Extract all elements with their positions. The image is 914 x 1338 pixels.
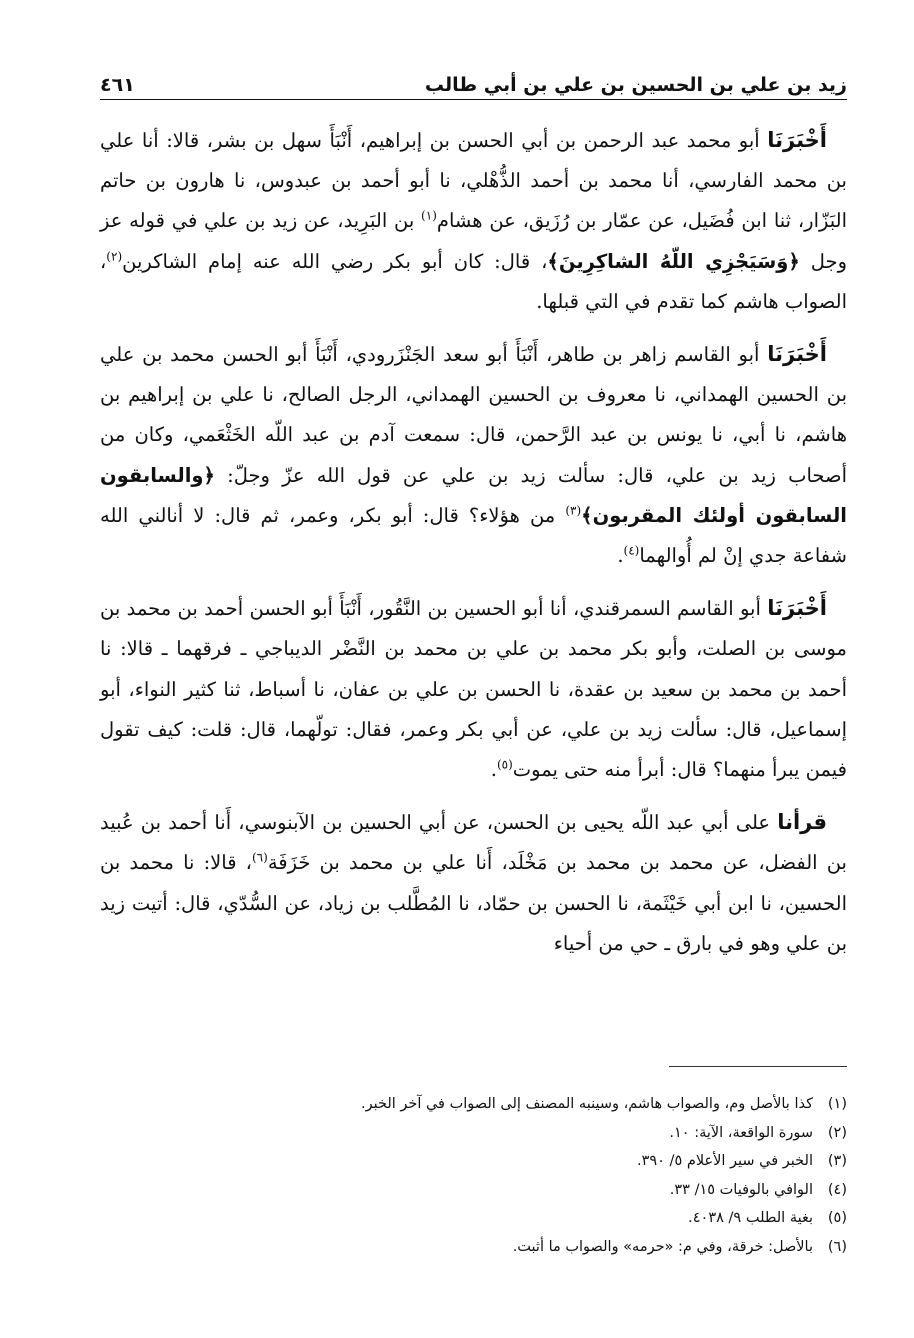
running-head (100, 62, 847, 96)
footnote-text: بغية الطلب ٩/ ٤٠٣٨. (688, 1210, 813, 1226)
footnote-number: (٣) (827, 1153, 847, 1169)
paragraph-text: على أبي عبد اللّه يحيى بن الحسن، عن أبي الحسين بن الآبنوسي، أَنا أحمد بن عُبيد بن الفضل، عن محمد بن محمد بن مَخْلَد، أَنا علي بن محمد بن خَزَفَة (100, 811, 847, 875)
footnote-ref-5[interactable]: (٥) (496, 757, 513, 772)
paragraph-lead: أَخْبَرَنَا (767, 596, 827, 621)
footnote-number: (٥) (827, 1210, 847, 1226)
footnote-item (100, 1176, 847, 1205)
paragraph-lead: أَخْبَرَنَا (767, 128, 827, 152)
paragraph-text: أبو القاسم السمرقندي، أنا أبو الحسين بن النَّقُور، أَنْبَأَ أبو الحسن أحمد بن محمد بن موسى بن الصلت، وأبو بكر محمد بن علي بن محمد بن النَّضْر الديباجي ـ فرقهما ـ قالا: نا أحمد بن محمد بن سعيد بن عقدة، نا الحسن بن علي بن عفان، نا أسباط، ثنا كثير النواء، أبو إسماعيل، قال: سألت زيد بن علي، عن أبي بكر وعمر، فقال: تولّهما، قال: قلت: كيف تقول فيمن يبرأ منهما؟ قال: أبرأ منه حتى يموت (100, 597, 847, 782)
footnote-item (100, 1090, 847, 1119)
paragraph-2 (100, 334, 847, 576)
footnote-item (100, 1147, 847, 1176)
paragraph-text: . (617, 544, 624, 568)
footnote-item (100, 1233, 847, 1262)
footnote-number: (٢) (827, 1124, 847, 1141)
footnote-number: (٦) (827, 1238, 847, 1255)
footnote-text: الوافي بالوفيات ١٥/ ٣٣. (669, 1181, 813, 1198)
quran-quote: ﴿وَسَيَجْزِي اللّهُ الشاكِرِينَ﴾ (547, 249, 800, 273)
footnote-text: بالأصل: خرقة، وفي م: «حرمه» والصواب ما أثبت. (512, 1238, 813, 1255)
footnote-number: (٤) (827, 1181, 847, 1198)
footnote-item (100, 1204, 847, 1233)
footnotes (100, 1090, 847, 1261)
footnote-ref-4[interactable]: (٤) (623, 543, 640, 558)
footnote-item (100, 1119, 847, 1148)
header-rule (100, 99, 847, 100)
paragraph-text: من هؤلاء؟ قال: أبو بكر، وعمر، ثم قال: لا أنالني الله شفاعة جدي إنْ لم أُوالهما (100, 503, 847, 568)
footnote-separator (669, 1066, 847, 1067)
paragraph-lead: أَخْبَرَنَا (767, 342, 827, 367)
running-title: زيد بن علي بن الحسين بن علي بن أبي طالب (424, 74, 847, 96)
paragraph-text: بن البَرِيد، عن زيد بن علي في قوله عز وجل (100, 209, 848, 273)
paragraph-lead: قرأنا (777, 810, 827, 835)
footnote-ref-3[interactable]: (٣) (565, 503, 582, 518)
paragraph-text: ، قال: كان أبو بكر رضي الله عنه إمام الشاكرين (122, 249, 548, 273)
paragraph-text: ، قالا: نا محمد بن الحسين، نا ابن أبي خَيْثَمة، نا الحسن بن حمّاد، نا المُطَّلب بن زياد، عن السُّدّي، قال: أتيت زيد بن علي وهو في بارق ـ حي من أحياء (100, 851, 847, 955)
paragraph-4 (100, 802, 847, 964)
footnote-ref-6[interactable]: (٦) (251, 850, 268, 865)
paragraph-text: أبو محمد عبد الرحمن بن أبي الحسن بن إبراهيم، أَنْبَأَ سهل بن بشر، قالا: أنا علي بن محمد الفارسي، أنا محمد بن أحمد الذُّهْلي، نا أبو أحمد بن عبدوس، نا هارون بن حاتم البَزّار، ثنا ابن فُضَيل، عن عمّار بن رُزَيق، عن هشام (100, 129, 848, 233)
quran-quote: ﴿والسابقون السابقون أولئك المقربون﴾ (100, 463, 847, 527)
footnote-number: (١) (827, 1096, 847, 1112)
paragraph-3 (100, 588, 847, 790)
paragraph-1 (100, 120, 847, 322)
footnote-text: الخبر في سير الأعلام ٥/ ٣٩٠. (636, 1153, 813, 1169)
footnote-text: سورة الواقعة، الآية: ١٠. (669, 1124, 813, 1141)
paragraph-text: أبو القاسم زاهر بن طاهر، أَنْبَأَ أبو سعد الجَنْزَرودي، أَنْبَأَ أبو الحسن محمد بن علي بن الحسين الهمداني، نا معروف بن الحسين الهمداني، الرجل الصالح، نا علي بن إبراهيم بن هاشم، نا أبي، نا يونس بن عبد الرَّحمن، قال: سمعت آدم بن عبد اللّه الخَثْعَمي، وكان من أصحاب زيد بن علي، قال: سألت زيد بن علي عن قول الله عزّ وجلّ: (100, 343, 847, 487)
footnote-text: كذا بالأصل وم، والصواب هاشم، وسينبه المصنف إلى الصواب في آخر الخبر. (360, 1096, 813, 1112)
paragraph-text: . (490, 758, 497, 782)
footnote-ref-1[interactable]: (١) (421, 208, 437, 223)
page-number: ٤٦١ (100, 74, 135, 96)
paragraph-text: ، الصواب هاشم كما تقدم في التي قبلها. (100, 249, 847, 313)
main-text (100, 120, 847, 964)
footnote-ref-2[interactable]: (٢) (106, 249, 123, 264)
